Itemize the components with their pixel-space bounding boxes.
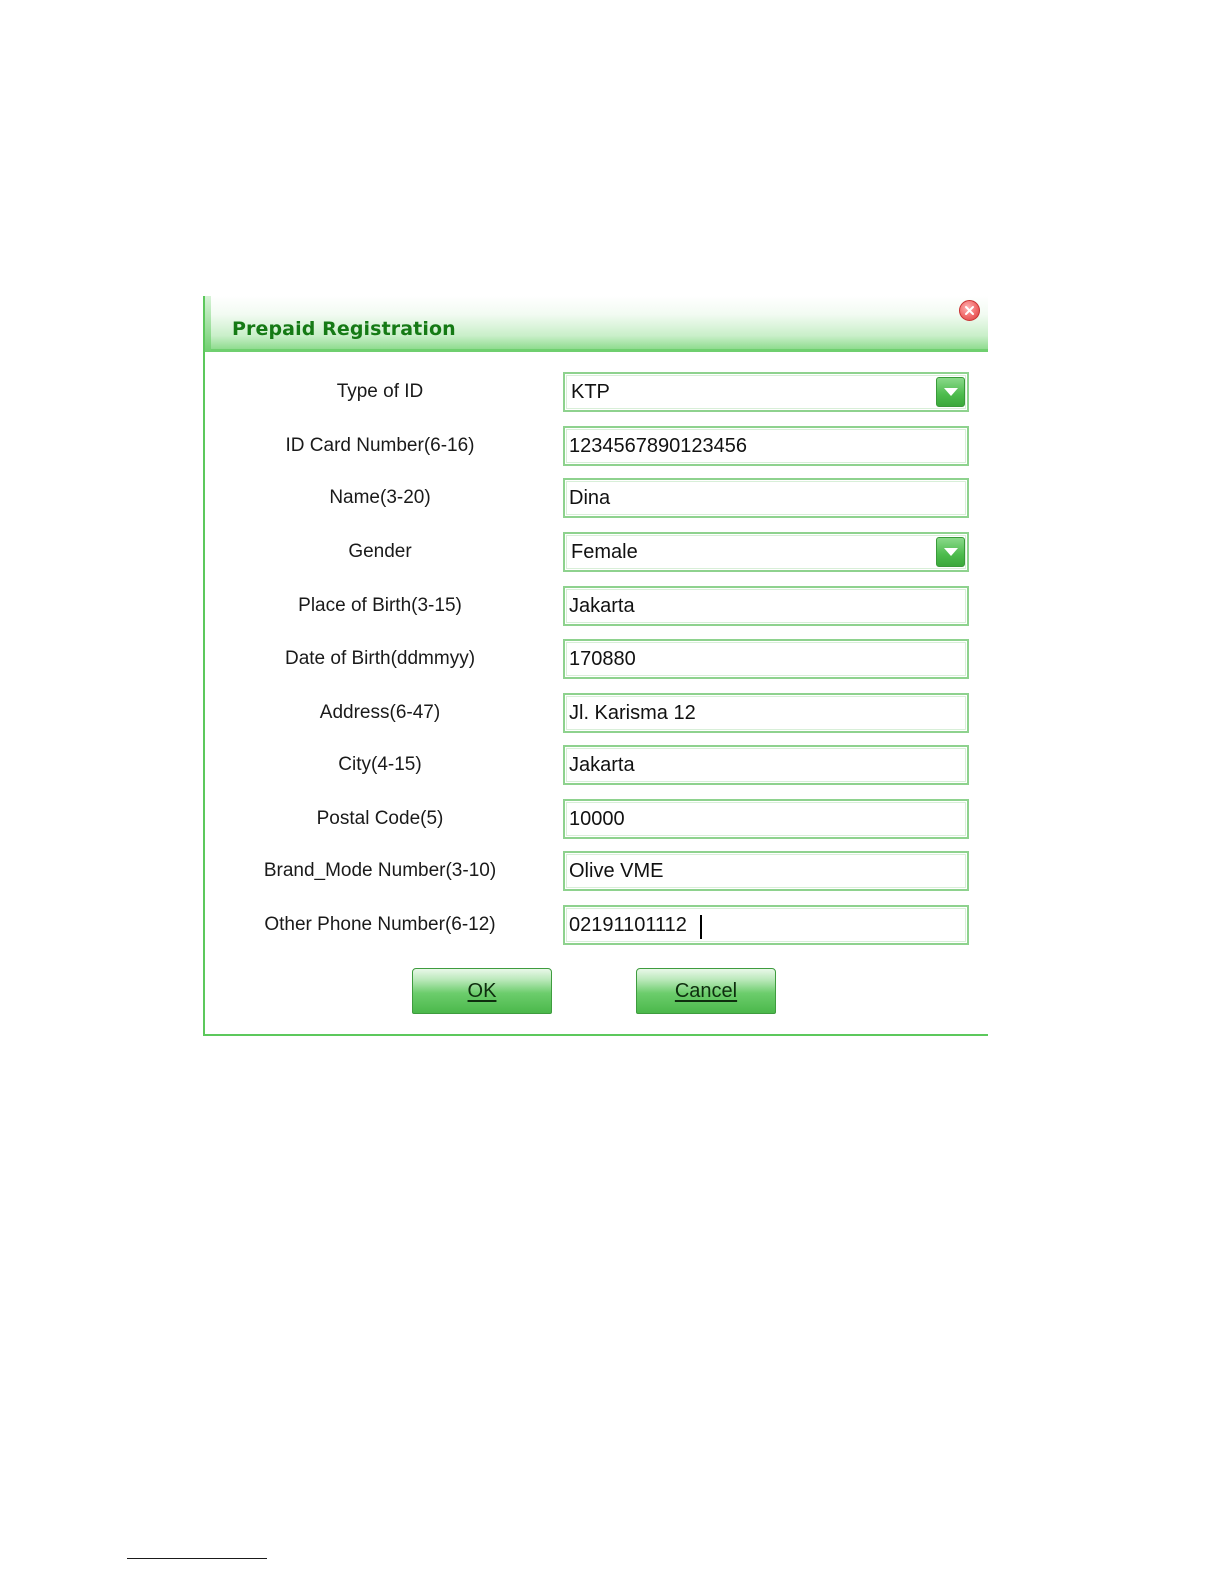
form-row-name bbox=[205, 478, 988, 518]
form-row-place-of-birth bbox=[205, 586, 988, 626]
form-row-other-phone-number bbox=[205, 905, 988, 945]
city-field-box bbox=[563, 745, 969, 785]
id-card-number-label: ID Card Number(6-16) bbox=[285, 435, 475, 456]
id-card-number-input[interactable] bbox=[569, 431, 949, 461]
dialog-title: Prepaid Registration bbox=[232, 318, 456, 340]
gender-label: Gender bbox=[348, 541, 412, 562]
brand-mode-number-input[interactable] bbox=[569, 856, 949, 886]
other-phone-number-input[interactable] bbox=[569, 910, 949, 940]
postal-code-input[interactable] bbox=[569, 804, 949, 834]
cancel-button[interactable] bbox=[636, 968, 776, 1014]
form-row-type-of-id bbox=[205, 372, 988, 412]
text-caret bbox=[700, 915, 702, 939]
place-of-birth-field-box bbox=[563, 586, 969, 626]
field-inner-border bbox=[566, 375, 966, 409]
address-input[interactable] bbox=[569, 698, 949, 728]
type-of-id-select[interactable] bbox=[563, 372, 969, 412]
footnote-separator-line bbox=[127, 1558, 267, 1559]
chevron-down-icon bbox=[943, 387, 959, 397]
name-input[interactable] bbox=[569, 483, 949, 513]
address-label: Address(6-47) bbox=[319, 702, 441, 723]
other-phone-number-label: Other Phone Number(6-12) bbox=[264, 914, 496, 935]
ok-button[interactable] bbox=[412, 968, 552, 1014]
place-of-birth-label: Place of Birth(3-15) bbox=[298, 595, 462, 616]
name-label: Name(3-20) bbox=[329, 487, 431, 508]
form-row-postal-code bbox=[205, 799, 988, 839]
form-row-id-card-number bbox=[205, 426, 988, 466]
brand-mode-number-label: Brand_Mode Number(3-10) bbox=[263, 860, 497, 881]
close-circle-icon bbox=[964, 305, 975, 316]
place-of-birth-input[interactable] bbox=[569, 591, 949, 621]
name-field-box bbox=[563, 478, 969, 518]
other-phone-number-field-box bbox=[563, 905, 969, 945]
city-input[interactable] bbox=[569, 750, 949, 780]
city-label: City(4-15) bbox=[338, 754, 422, 775]
address-field-box bbox=[563, 693, 969, 733]
form-row-gender bbox=[205, 532, 988, 572]
type-of-id-value: KTP bbox=[571, 381, 610, 403]
postal-code-field-box bbox=[563, 799, 969, 839]
form-row-brand-mode-number bbox=[205, 851, 988, 891]
form-row-address bbox=[205, 693, 988, 733]
gender-dropdown-button[interactable] bbox=[936, 537, 965, 567]
date-of-birth-label: Date of Birth(ddmmyy) bbox=[284, 648, 476, 669]
form-row-date-of-birth bbox=[205, 639, 988, 679]
ok-button-label: OK bbox=[467, 979, 497, 1002]
cancel-button-label: Cancel bbox=[674, 979, 738, 1002]
prepaid-registration-dialog bbox=[203, 296, 988, 1036]
gender-select[interactable] bbox=[563, 532, 969, 572]
id-card-number-field-box bbox=[563, 426, 969, 466]
type-of-id-label: Type of ID bbox=[336, 381, 424, 402]
close-button[interactable] bbox=[959, 300, 980, 321]
date-of-birth-field-box bbox=[563, 639, 969, 679]
form-row-city bbox=[205, 745, 988, 785]
brand-mode-number-field-box bbox=[563, 851, 969, 891]
dialog-title-bar[interactable] bbox=[205, 296, 988, 352]
date-of-birth-input[interactable] bbox=[569, 644, 949, 674]
chevron-down-icon bbox=[943, 547, 959, 557]
gender-value: Female bbox=[571, 541, 638, 563]
postal-code-label: Postal Code(5) bbox=[316, 808, 444, 829]
type-of-id-dropdown-button[interactable] bbox=[936, 377, 965, 407]
